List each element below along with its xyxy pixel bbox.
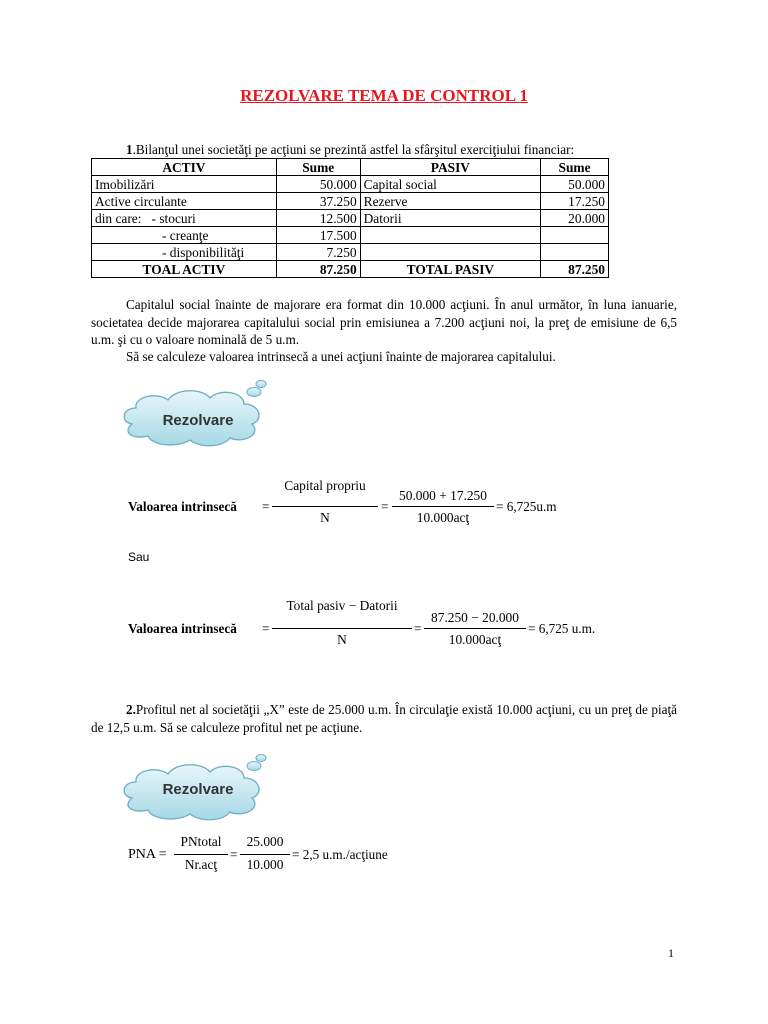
fraction-numerator: Total pasiv − Datorii [286,598,398,613]
ex2-paragraph: 2.Profitul net al societăţii „X” este de 25.000 u.m. În circulaţie există 10.000 acţiuni, cu un preţ de piaţă de 12,5 u.m. Să se calculeze profitul net pe acţiune. [91,702,677,735]
table-row: - disponibilităţi 7.250 [92,244,609,261]
formula-label: Valoarea intrinsecă [128,499,237,514]
formula-label: PNA = [128,847,167,862]
equals-sign: = [381,499,389,514]
fraction-bar [272,628,412,629]
ex1-intro: 1.Bilanţul unei societăţi pe acţiuni se prezintă astfel la sfârşitul exerciţiului financiar: [126,142,575,157]
fraction-numerator: 25.000 [246,834,284,849]
equals-sign: = [262,621,270,636]
fraction-denominator: N [320,510,330,525]
fraction-denominator: 10.000acţ [448,632,502,647]
header-activ: ACTIV [92,159,277,176]
equals-sign: = [414,621,422,636]
formula-result: = 6,725 u.m. [528,621,596,636]
ex2-number: 2. [126,702,136,717]
fraction-bar [240,854,290,855]
balance-sheet-table [91,158,609,278]
header-sume: Sume [541,159,609,176]
table-row: Active circulante 37.250 Rezerve 17.250 [92,193,609,210]
fraction-bar [424,628,526,629]
page-title: REZOLVARE TEMA DE CONTROL 1 [240,86,528,105]
ex1-number: 1 [126,142,133,157]
page-number: 1 [668,946,674,960]
fraction-bar [392,506,494,507]
cloud-label: Rezolvare [162,412,234,429]
cloud-icon [118,378,288,450]
fraction-bar [272,506,378,507]
header-sume: Sume [276,159,360,176]
cloud-icon [118,752,288,824]
equals-sign: = [262,499,270,514]
header-pasiv: PASIV [360,159,540,176]
fraction-bar [174,854,228,855]
fraction-denominator: 10.000 [246,857,284,872]
fraction-numerator: 87.250 − 20.000 [431,610,519,625]
table-row: - creanţe 17.500 [92,227,609,244]
formula-label: Valoarea intrinsecă [128,621,237,636]
equals-sign: = [230,847,238,862]
fraction-denominator: Nr.acţ [184,857,218,872]
formula-result: = 6,725u.m [496,499,557,514]
ex1-question: Să se calculeze valoarea intrinsecă a unei acţiuni înainte de majorarea capitalului. [126,349,556,364]
table-row: din care: - stocuri 12.500 Datorii 20.000 [92,210,609,227]
fraction-numerator: PNtotal [180,834,222,849]
ex1-paragraph: Capitalul social înainte de majorare era format din 10.000 acţiuni. În anul următor, în luna ianuarie, societatea decide majorarea capitalului social prin emisiunea a 7.200 acţiuni noi, la preţ de emisiune de 6,5 u.m. şi cu o valoare nominală de 5 u.m. [91,297,677,347]
formula-result: = 2,5 u.m./acţiune [292,847,388,862]
fraction-denominator: N [337,632,347,647]
table-total-row: TOAL ACTIV 87.250 TOTAL PASIV 87.250 [92,261,609,278]
sau-text: Sau [128,550,150,564]
cloud-label: Rezolvare [162,781,234,798]
fraction-denominator: 10.000acţ [416,510,470,525]
fraction-numerator: Capital propriu [284,478,366,493]
fraction-numerator: 50.000 + 17.250 [399,488,487,503]
table-header-row [92,159,609,176]
table-row: Imobilizări 50.000 Capital social 50.000 [92,176,609,193]
